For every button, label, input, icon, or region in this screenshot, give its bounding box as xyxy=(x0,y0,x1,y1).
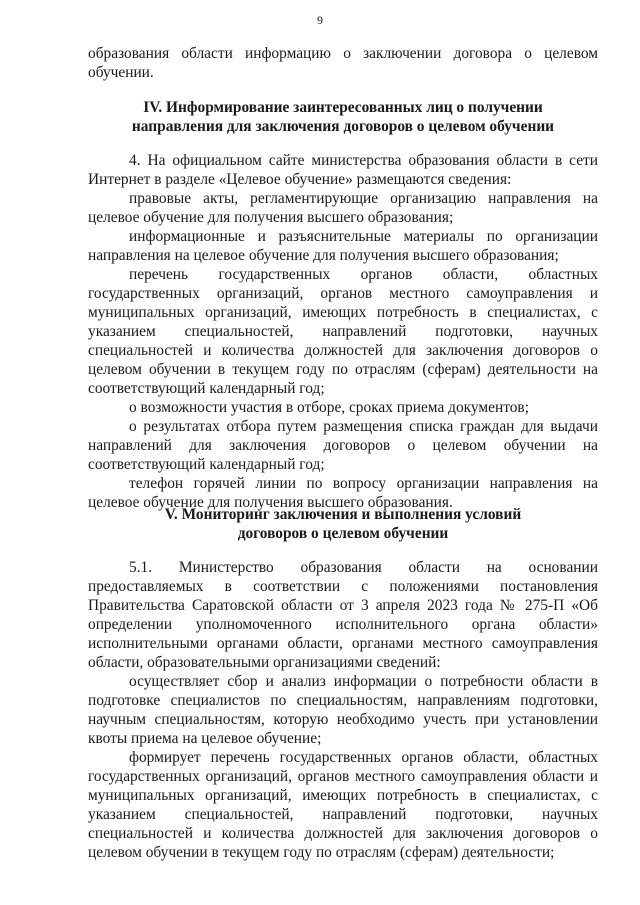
paragraph: перечень государственных органов области, областных государственных организаций, органов местного самоуправления и муниципальных организаций, имеющих потребность в специалистах, с указанием специальностей, направлений подготовки, научных специальностей и количества должностей для заключения договоров о целевом обучении в текущем году по отраслям (сферам) деятельности на соответствующий календарный год; xyxy=(88,266,598,397)
section-5-title-line-1: V. Мониторинг заключения и выполнения условий xyxy=(164,506,522,523)
section-4-body xyxy=(88,151,598,512)
paragraph: телефон горячей линии по вопросу организации направления на целевое обучение для получения высшего образования. xyxy=(88,475,598,511)
page-number: 9 xyxy=(317,13,323,27)
continuation-block xyxy=(88,44,598,82)
section-5-body xyxy=(88,558,598,862)
paragraph: формирует перечень государственных органов области, областных государственных организаций, органов местного самоуправления области и муниципальных организаций, имеющих потребность в специалистах, с указанием специальностей, направлений подготовки, научных специальностей и количества должностей для заключения договоров о целевом обучении в текущем году по отраслям (сферам) деятельности; xyxy=(88,749,598,861)
paragraph: информационные и разъяснительные материалы по организации направления на целевое обучение для получения высшего образования; xyxy=(88,228,598,264)
section-4-heading xyxy=(88,98,598,136)
paragraph: о возможности участия в отборе, сроках приема документов; xyxy=(129,399,529,416)
section-5-heading xyxy=(88,505,598,543)
paragraph: о результатах отбора путем размещения списка граждан для выдачи направлений для заключения договоров о целевом обучении на соответствующий календарный год; xyxy=(88,418,598,473)
continuation-paragraph: образования области информацию о заключении договора о целевом обучении. xyxy=(88,45,598,81)
paragraph: осуществляет сбор и анализ информации о потребности области в подготовке специалистов по специальностям, направлениям подготовки, научным специальностям, которую необходимо учесть при установлении квоты приема на целевое обучение; xyxy=(88,673,598,747)
paragraph: 5.1. Министерство образования области на основании предоставляемых в соответствии с положениями постановления Правительства Саратовской области от 3 апреля 2023 года № 275-П «Об определении уполномоченного исполнительного органа области» исполнительными органами области, органами местного самоуправления области, образовательными организациями сведений: xyxy=(88,559,598,671)
paragraph: 4. На официальном сайте министерства образования области в сети Интернет в разделе «Целевое обучение» размещаются сведения: xyxy=(88,152,598,188)
section-4-title-line-1: IV. Информирование заинтересованных лиц о получении xyxy=(143,99,543,116)
section-4-title-line-2: направления для заключения договоров о целевом обучении xyxy=(131,118,555,135)
paragraph: правовые акты, регламентирующие организацию направления на целевое обучение для получения высшего образования; xyxy=(88,190,598,226)
section-5-title-line-2: договоров о целевом обучении xyxy=(237,525,449,542)
